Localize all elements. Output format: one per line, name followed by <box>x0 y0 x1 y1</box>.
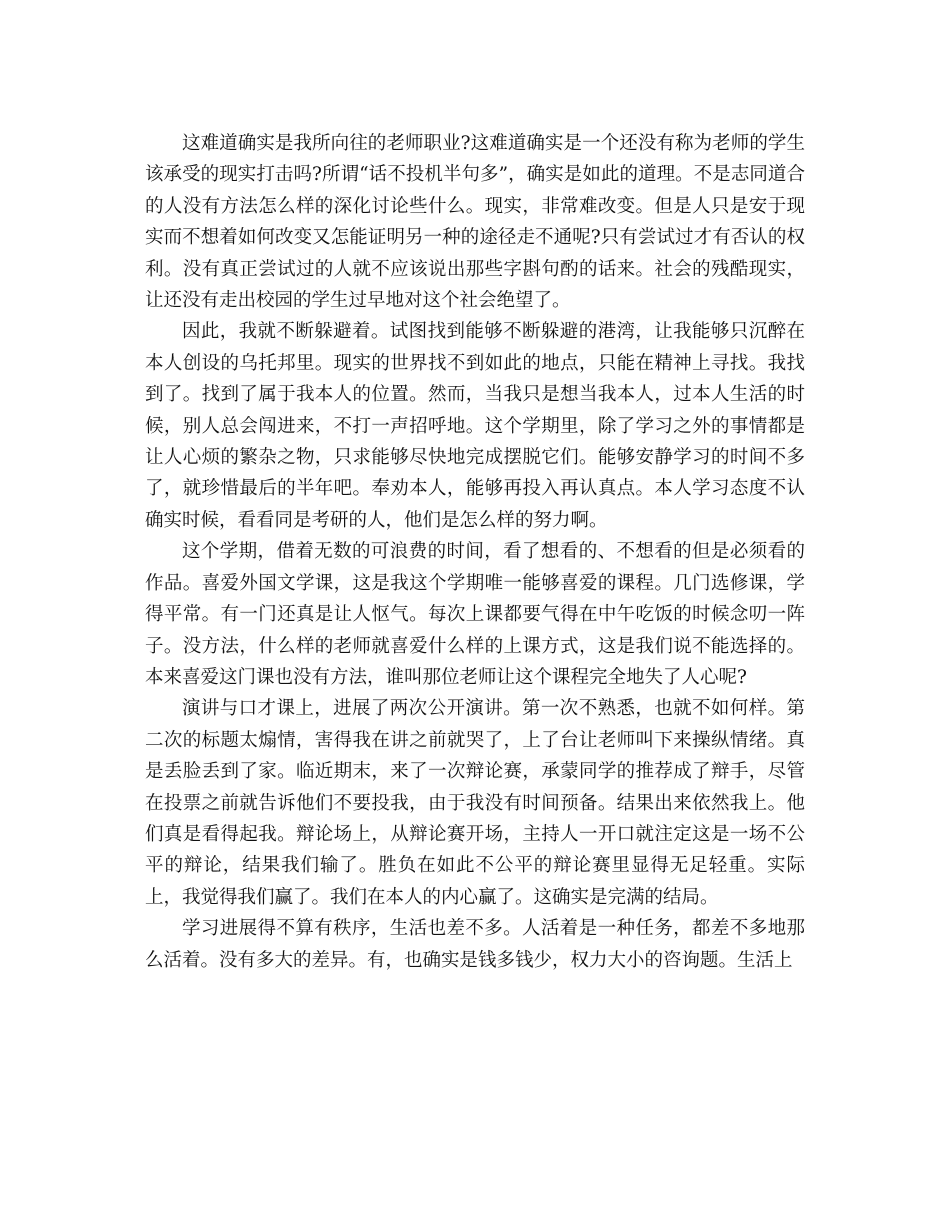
paragraph-2: 因此，我就不断躲避着。试图找到能够不断躲避的港湾，让我能够只沉醉在本人创设的乌托邦里。现实的世界找不到如此的地点，只能在精神上寻找。我找到了。找到了属于我本人的位置。然而，当我只是想当我本人，过本人生活的时候，别人总会闯进来，不打一声招呼地。这个学期里，除了学习之外的事情都是让人心烦的繁杂之物，只求能够尽快地完成摆脱它们。能够安静学习的时间不多了，就珍惜最后的半年吧。奉劝本人，能够再投入再认真点。本人学习态度不认确实时候，看看同是考研的人，他们是怎么样的努力啊。 <box>145 321 805 531</box>
paragraph-1: 这难道确实是我所向往的老师职业?这难道确实是一个还没有称为老师的学生该承受的现实打击吗?所谓“话不投机半句多”，确实是如此的道理。不是志同道合的人没有方法怎么样的深化讨论些什么。现实，非常难改变。但是人只是安于现实而不想着如何改变又怎能证明另一种的途径走不通呢?只有尝试过才有否认的权利。没有真正尝试过的人就不应该说出那些字斟句酌的话来。社会的残酷现实，让还没有走出校园的学生过早地对这个社会绝望了。 <box>145 133 805 312</box>
paragraph-3: 这个学期，借着无数的可浪费的时间，看了想看的、不想看的但是必须看的作品。喜爱外国文学课，这是我这个学期唯一能够喜爱的课程。几门选修课，学得平常。有一门还真是让人怄气。每次上课都要气得在中午吃饭的时候念叨一阵子。没方法，什么样的老师就喜爱什么样的上课方式，这是我们说不能选择的。本来喜爱这门课也没有方法，谁叫那位老师让这个课程完全地失了人心呢? <box>145 541 805 688</box>
paragraph-5: 学习进展得不算有秩序，生活也差不多。人活着是一种任务，都差不多地那么活着。没有多大的差异。有，也确实是钱多钱少，权力大小的咨询题。生活上 <box>145 918 805 971</box>
paragraph-4: 演讲与口才课上，进展了两次公开演讲。第一次不熟悉，也就不如何样。第二次的标题太煽情，害得我在讲之前就哭了，上了台让老师叫下来操纵情绪。真是丢脸丢到了家。临近期末，来了一次辩论赛，承蒙同学的推荐成了辩手，尽管在投票之前就告诉他们不要投我，由于我没有时间预备。结果出来依然我上。他们真是看得起我。辩论场上，从辩论赛开场，主持人一开口就注定这是一场不公平的辩论，结果我们输了。胜负在如此不公平的辩论赛里显得无足轻重。实际上，我觉得我们赢了。我们在本人的内心赢了。这确实是完满的结局。 <box>145 698 805 908</box>
document-body <box>145 128 805 976</box>
